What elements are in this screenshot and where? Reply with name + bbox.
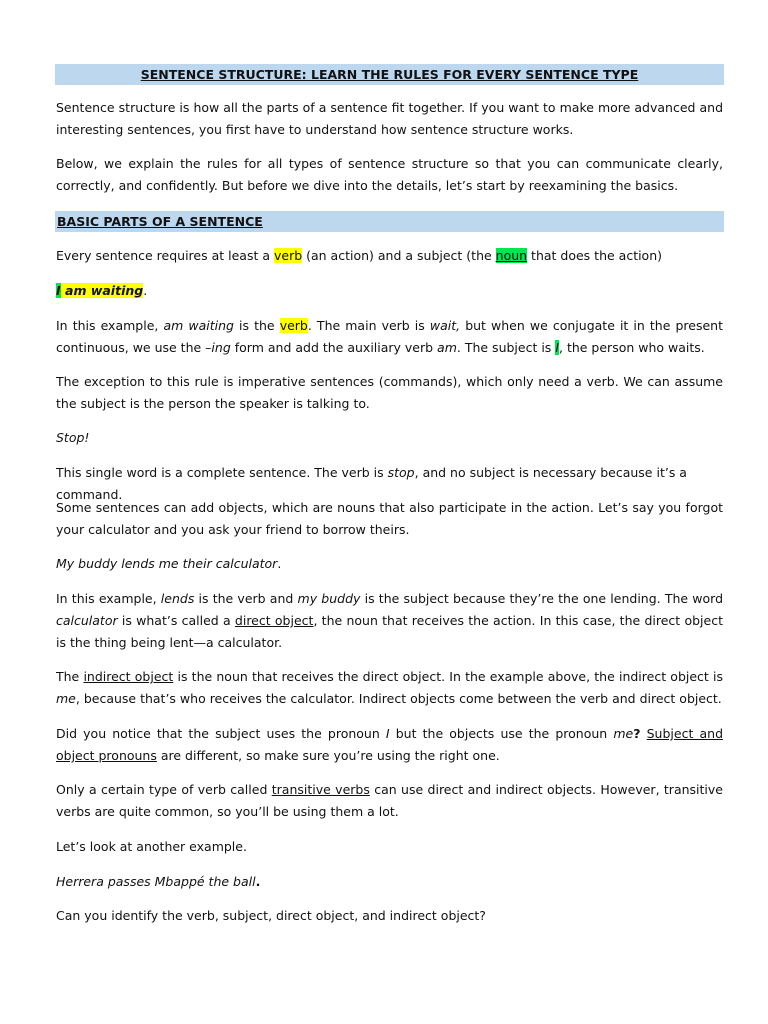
italic-stop-example: Stop! (56, 430, 90, 445)
section-heading: BASIC PARTS OF A SENTENCE (57, 214, 263, 229)
text-run: but the objects use the pronoun (389, 726, 614, 741)
example-i-am-waiting (56, 280, 723, 302)
text-run: that does the action) (527, 248, 663, 263)
paragraph-indirect (56, 666, 723, 710)
highlight-verb: verb (273, 248, 303, 263)
paragraph-objects: Some sentences can add objects, which are nouns that also participate in the action. Let’s say you forgot your calculator and you ask your friend to borrow theirs. (56, 500, 723, 537)
intro-paragraph-1: Sentence structure is how all the parts of a sentence fit together. If you want to make more advanced and interesting sentences, you first have to understand how sentence structure works. (56, 100, 723, 137)
link-subject-object-pronouns[interactable]: Subject and object pronouns (56, 726, 724, 763)
paragraph-identify: Can you identify the verb, subject, direct object, and indirect object? (56, 908, 486, 923)
underline-indirect-object: indirect object (83, 669, 174, 684)
text-run: (an action) and a subject (the (302, 248, 496, 263)
text-run: . The subject is (456, 340, 556, 355)
highlight-noun: noun (495, 248, 528, 263)
italic-me: me (613, 726, 634, 741)
highlight-subject-i: I (555, 340, 559, 355)
text-run: can use direct and indirect objects. However, transitive verbs are quite common, so you’ll be using them a lot. (56, 782, 723, 819)
text-run: , the noun that receives the action. In this case, the direct object is the thing being lent—a calculator. (56, 613, 723, 650)
text-run: is what’s called a (117, 613, 235, 628)
text-run: The (56, 669, 84, 684)
italic-lends: lends (160, 591, 195, 606)
italic-buddy-example: My buddy lends me their calculator (56, 556, 278, 571)
text-run: In this example, (56, 591, 161, 606)
text-run: , because that’s who receives the calculator. Indirect objects come between the verb and direct object. (75, 691, 722, 706)
section-heading-banner (55, 211, 724, 232)
text-run: Only a certain type of verb called (56, 782, 272, 797)
intro-paragraph-2: Below, we explain the rules for all types of sentence structure so that you can communicate clearly, correctly, and confidently. But before we dive into the details, let’s start by reexamining the basics. (56, 156, 723, 193)
highlight-verb: verb (279, 318, 308, 333)
italic-i: I (385, 726, 390, 741)
highlight-subject-i: I (56, 283, 61, 298)
underline-direct-object: direct object (234, 613, 314, 628)
highlight-am-waiting: am waiting (60, 283, 144, 298)
text-run: Every sentence requires at least a (56, 248, 274, 263)
text-run: In this example, (56, 318, 164, 333)
text-run: but when we conjugate it in the present continuous, we use the (56, 318, 723, 355)
bold-period: . (255, 874, 261, 889)
text-run: form and add the auxiliary verb (230, 340, 438, 355)
italic-stop: stop (387, 465, 415, 480)
link-transitive-verbs[interactable]: transitive verbs (271, 782, 370, 797)
paragraph-example (56, 315, 723, 359)
italic-am: am (437, 340, 457, 355)
italic-me: me (56, 691, 76, 706)
text-run: This single word is a complete sentence. The verb is (56, 465, 388, 480)
italic-calculator: calculator (56, 613, 118, 628)
paragraph-pronoun (56, 723, 723, 767)
italic-ing: –ing (205, 340, 231, 355)
paragraph-requires (56, 245, 723, 267)
example-herrera (56, 871, 723, 893)
italic-my-buddy: my buddy (297, 591, 361, 606)
paragraph-exception: The exception to this rule is imperative sentences (commands), which only need a verb. We can assume the subject is the person the speaker is talking to. (56, 374, 723, 411)
text-run: Did you notice that the subject uses the pronoun (56, 726, 386, 741)
text-run: is the verb and (194, 591, 298, 606)
example-buddy (56, 553, 723, 575)
document-title-banner (55, 64, 724, 85)
text-run: , and no subject is necessary because it’s a command. (56, 465, 687, 502)
text-run: is the noun that receives the direct object. In the example above, the indirect object is (173, 669, 723, 684)
bold-question-mark: ? (633, 726, 641, 741)
italic-herrera-example: Herrera passes Mbappé the ball (56, 874, 256, 889)
paragraph-transitive (56, 779, 723, 823)
text-run: is the (233, 318, 280, 333)
text-run: are different, so make sure you’re using the right one. (156, 748, 500, 763)
document-title: SENTENCE STRUCTURE: LEARN THE RULES FOR EVERY SENTENCE TYPE (140, 67, 639, 82)
text-run: . (277, 556, 282, 571)
italic-am-waiting: am waiting (163, 318, 234, 333)
paragraph-lends (56, 588, 723, 654)
example-stop (56, 427, 723, 449)
italic-wait: wait, (429, 318, 461, 333)
text-run: , the person who waits. (559, 340, 705, 355)
text-run: is the subject because they’re the one lending. The word (360, 591, 724, 606)
paragraph-another-example: Let’s look at another example. (56, 839, 247, 854)
text-run: . The main verb is (307, 318, 430, 333)
text-run: . (143, 283, 148, 298)
